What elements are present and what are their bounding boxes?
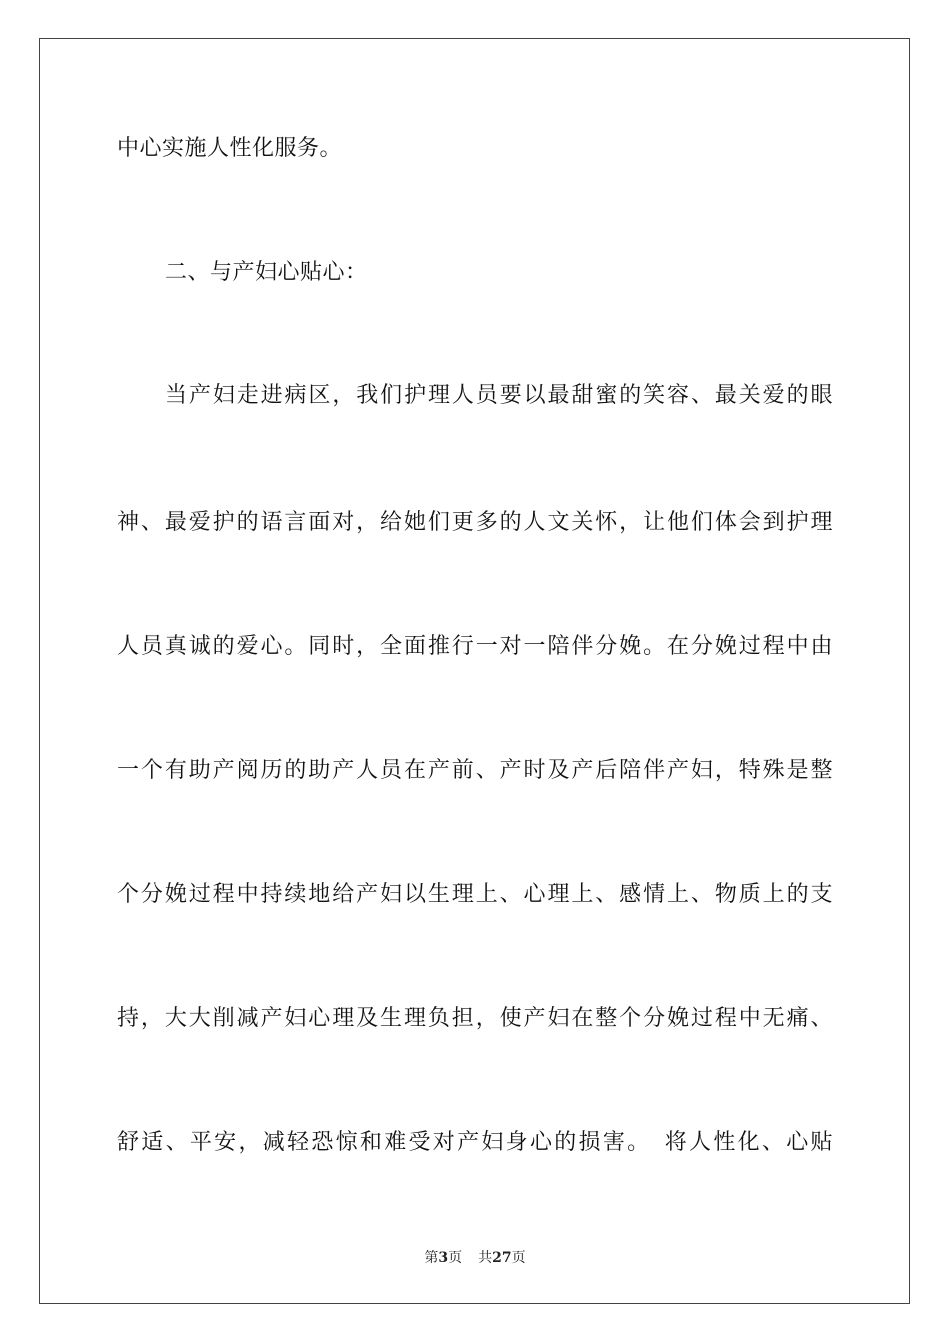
body-text-line: 人员真诚的爱心。同时，全面推行一对一陪伴分娩。在分娩过程中由 (117, 634, 833, 659)
total-suffix: 页 (511, 1250, 526, 1266)
page-number: 3 (438, 1250, 449, 1266)
total-prefix: 共 (478, 1250, 493, 1266)
body-text-line: 个分娩过程中持续地给产妇以生理上、心理上、感情上、物质上的支 (117, 882, 833, 907)
page-suffix: 页 (448, 1250, 463, 1266)
total-pages: 27 (492, 1250, 512, 1266)
body-text-line: 持，大大削减产妇心理及生理负担，使产妇在整个分娩过程中无痛、 (117, 1006, 833, 1031)
body-text-line: 中心实施人性化服务。 (117, 136, 343, 161)
body-text-line: 舒适、平安，减轻恐惊和难受对产妇身心的损害。 将人性化、心贴 (117, 1130, 833, 1155)
body-text-line: 当产妇走进病区，我们护理人员要以最甜蜜的笑容、最关爱的眼 (165, 383, 833, 408)
body-text-line: 一个有助产阅历的助产人员在产前、产时及产后陪伴产妇，特殊是整 (117, 758, 833, 783)
body-text-line: 神、最爱护的语言面对，给她们更多的人文关怀，让他们体会到护理 (117, 510, 833, 535)
page-border (39, 38, 910, 1304)
page-footer (0, 1249, 950, 1267)
page-prefix: 第 (424, 1250, 439, 1266)
section-heading: 二、与产妇心贴心： (165, 260, 368, 285)
